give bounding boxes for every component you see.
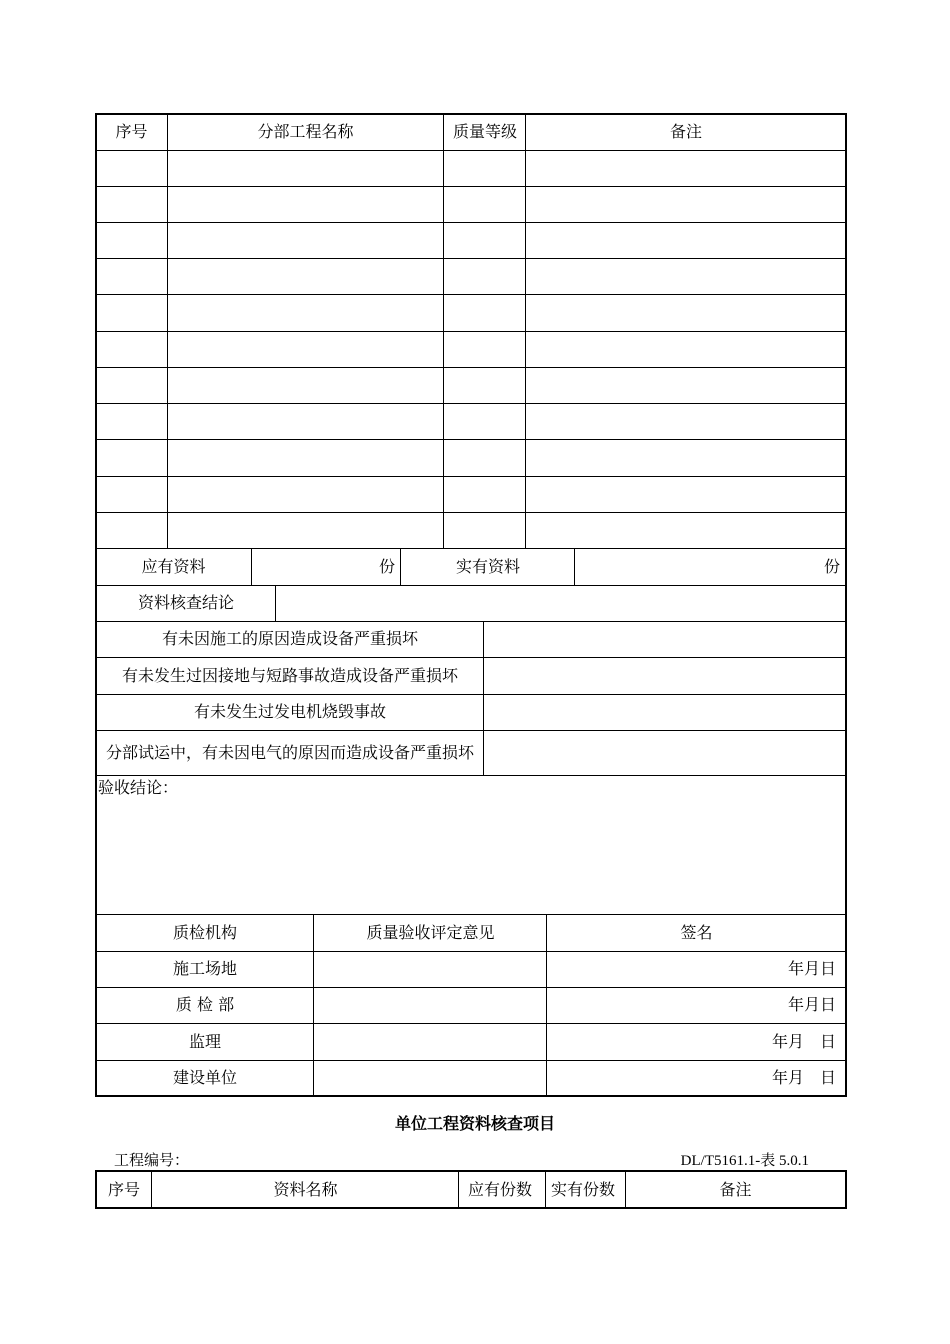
col-header-index: 序号 xyxy=(115,122,148,141)
col-header-remarks: 备注 xyxy=(719,1179,752,1199)
col-header-actual-copies: 实有份数 xyxy=(550,1179,615,1199)
check-item-electrical-damage: 分部试运中，有未因电气的原因而造成设备严重损坏 xyxy=(105,742,474,762)
sign-header-opinion: 质量验收评定意见 xyxy=(366,922,495,942)
sign-date-owner[interactable]: 年月 日 xyxy=(771,1068,836,1087)
sign-date-quality-dept[interactable]: 年月日 xyxy=(787,995,836,1014)
acceptance-conclusion-label: 验收结论： xyxy=(98,778,179,797)
review-conclusion-label: 资料核查结论 xyxy=(137,593,234,612)
required-materials-unit[interactable]: 份 xyxy=(378,557,395,576)
sign-org-quality-dept: 质 检 部 xyxy=(175,995,235,1014)
sign-date-supervision[interactable]: 年月 日 xyxy=(771,1031,836,1051)
actual-materials-label: 实有资料 xyxy=(455,557,520,576)
form-code: DL/T5161.1-表 5.0.1 xyxy=(680,1153,809,1169)
sign-org-owner: 建设单位 xyxy=(172,1068,237,1087)
required-materials-label: 应有资料 xyxy=(141,557,206,576)
check-item-construction-damage: 有未因施工的原因造成设备严重损坏 xyxy=(161,629,418,648)
col-header-required-copies: 应有份数 xyxy=(467,1179,532,1199)
sign-org-supervision: 监理 xyxy=(188,1031,221,1051)
table-frame xyxy=(95,113,847,1097)
check-item-generator-burnout: 有未发生过发电机烧毁事故 xyxy=(193,702,386,721)
project-number-label: 工程编号： xyxy=(114,1153,190,1169)
sign-header-signature: 签名 xyxy=(680,922,713,942)
actual-materials-unit[interactable]: 份 xyxy=(823,557,840,576)
col-header-remarks: 备注 xyxy=(669,122,702,141)
sign-header-org: 质检机构 xyxy=(172,922,237,942)
col-header-index: 序号 xyxy=(107,1179,140,1199)
check-item-grounding-short-circuit: 有未发生过因接地与短路事故造成设备严重损坏 xyxy=(121,665,458,685)
col-header-quality-grade: 质量等级 xyxy=(452,122,517,141)
sign-org-construction-site: 施工场地 xyxy=(172,959,237,978)
checklist-title: 单位工程资料核查项目 xyxy=(394,1114,555,1133)
col-header-subproject-name: 分部工程名称 xyxy=(257,122,354,141)
col-header-document-name: 资料名称 xyxy=(273,1179,338,1199)
sign-date-construction-site[interactable]: 年月日 xyxy=(787,959,836,978)
checklist-frame xyxy=(95,1170,847,1209)
unit-project-document-checklist xyxy=(0,1100,950,1344)
